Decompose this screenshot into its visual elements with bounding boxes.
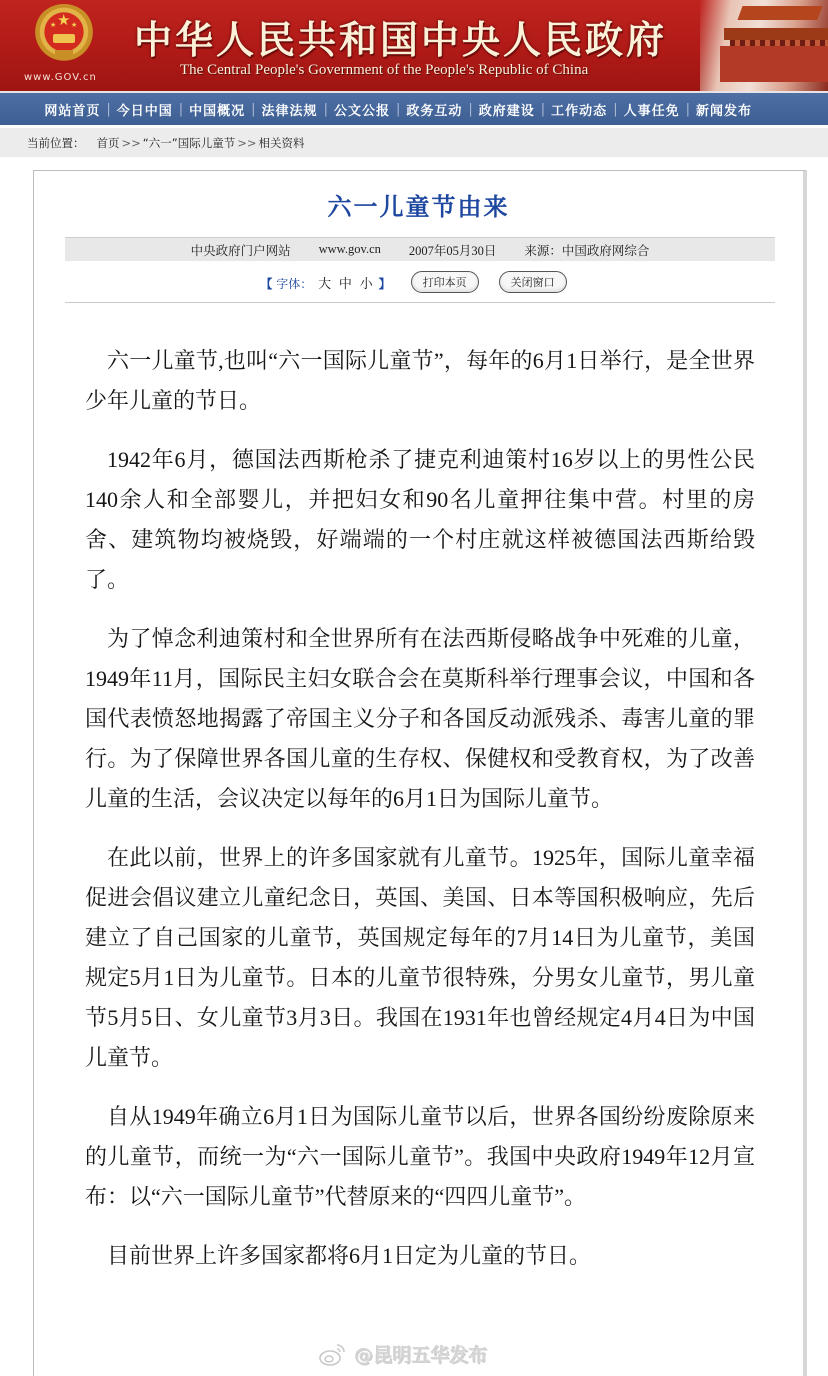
breadcrumb-home[interactable]: 首页 <box>96 135 120 150</box>
weibo-icon <box>318 1341 348 1367</box>
breadcrumb-separator: >> <box>121 135 141 150</box>
star-icon: ★ <box>57 11 71 29</box>
article-card <box>33 170 807 1376</box>
gate-shape <box>53 34 75 43</box>
divider <box>65 302 775 303</box>
breadcrumb-related[interactable]: 相关资料 <box>258 135 305 150</box>
national-emblem-icon[interactable] <box>33 4 95 66</box>
meta-site: 中央政府门户网站 <box>190 243 291 258</box>
weibo-watermark <box>318 1340 487 1367</box>
nav-item-today-china[interactable]: 今日中国 <box>116 103 173 119</box>
print-button[interactable]: 打印本页 <box>411 271 479 293</box>
breadcrumb-separator: >> <box>237 135 257 150</box>
font-size-large[interactable]: 大 <box>318 276 332 292</box>
nav-item-home[interactable]: 网站首页 <box>44 103 101 119</box>
font-size-medium[interactable]: 中 <box>338 276 352 292</box>
wall-shape <box>720 46 828 82</box>
nav-separator: | <box>685 101 690 117</box>
site-title-cn: 中华人民共和国中央人民政府 <box>134 18 668 62</box>
article-meta <box>65 237 775 261</box>
paragraph: 自从1949年确立6月1日为国际儿童节以后，世界各国纷纷废除原来的儿童节，而统一为“六一国际儿童节”。我国中央政府1949年12月宣布：以“六一国际儿童节”代替原来的“四四儿童节”。 <box>85 1104 756 1209</box>
nav-item-gazette[interactable]: 公文公报 <box>333 103 390 119</box>
nav-item-appointments[interactable]: 人事任免 <box>623 103 680 119</box>
bracket-close: 】 <box>378 276 391 291</box>
paragraph: 在此以前，世界上的许多国家就有儿童节。1925年，国际儿童幸福促进会倡议建立儿童纪念日，英国、美国、日本等国积极响应，先后建立了自己国家的儿童节，英国规定每年的7月14日为儿童节，美国规定5月1日为儿童节。日本的儿童节很特殊，分男女儿童节，男儿童节5月5日、女儿童节3月3日。我国在1931年也曾经规定4月4日为中国儿童节。 <box>85 845 755 1070</box>
nav-separator: | <box>323 101 328 117</box>
breadcrumb-label: 当前位置： <box>27 135 85 150</box>
roof-shape <box>724 28 828 40</box>
nav-separator: | <box>178 101 184 117</box>
nav-separator: | <box>395 101 401 117</box>
font-size-label: 字体： <box>276 276 313 291</box>
meta-date: 2007年05月30日 <box>408 243 497 258</box>
paragraph: 目前世界上许多国家都将6月1日定为儿童的节日。 <box>107 1243 592 1268</box>
tiananmen-image <box>700 0 828 91</box>
meta-source: 来源：中国政府网综合 <box>524 243 650 258</box>
article-tools <box>34 270 803 294</box>
nav-item-laws[interactable]: 法律法规 <box>261 103 318 119</box>
article-title: 六一儿童节由来 <box>327 193 510 221</box>
star-icon: ★ <box>71 21 78 29</box>
nav-separator: | <box>468 101 473 117</box>
watermark-text: @昆明五华发布 <box>354 1344 488 1366</box>
font-size-small[interactable]: 小 <box>359 276 373 292</box>
site-banner <box>0 0 828 91</box>
paragraph: 为了悼念利迪策村和全世界所有在法西斯侵略战争中死难的儿童，1949年11月，国际民主妇女联合会在莫斯科举行理事会议，中国和各国代表愤怒地揭露了帝国主义分子和各国反动派残杀、毒害儿童的罪行。为了保障世界各国儿童的生存权、保健权和受教育权，为了改善儿童的生活，会议决定以每年的6月1日为国际儿童节。 <box>85 626 755 811</box>
nav-separator: | <box>540 101 546 117</box>
nav-separator: | <box>106 101 111 117</box>
nav-item-interaction[interactable]: 政务互动 <box>406 103 463 119</box>
breadcrumb <box>0 128 828 157</box>
bracket-open: 【 <box>260 276 273 291</box>
roof-shape <box>737 6 822 20</box>
paragraph: 1942年6月，德国法西斯枪杀了捷克利迪策村16岁以上的男性公民140余人和全部婴儿，并把妇女和90名儿童押往集中营。村里的房舍、建筑物均被烧毁，好端端的一个村庄就这样被德国法西斯给毁了。 <box>85 447 755 592</box>
nav-item-press[interactable]: 新闻发布 <box>695 103 752 119</box>
breadcrumb-childrens-day[interactable]: “六一”国际儿童节 <box>142 135 236 150</box>
emblem-base-shape <box>55 50 73 60</box>
font-size-selector <box>260 273 390 292</box>
nav-item-china-overview[interactable]: 中国概况 <box>189 103 246 119</box>
close-window-button[interactable]: 关闭窗口 <box>499 271 567 293</box>
star-icon: ★ <box>50 21 57 29</box>
main-nav <box>0 91 828 125</box>
site-title-en: The Central People's Government of the People's Republic of China <box>180 62 589 78</box>
nav-item-gov-building[interactable]: 政府建设 <box>478 103 535 119</box>
meta-url: www.gov.cn <box>318 242 381 256</box>
article-body <box>85 341 755 1295</box>
nav-separator: | <box>613 101 618 117</box>
nav-item-work-news[interactable]: 工作动态 <box>551 103 608 119</box>
paragraph: 六一儿童节,也叫“六一国际儿童节”，每年的6月1日举行，是全世界少年儿童的节日。 <box>85 348 755 413</box>
site-url[interactable]: www.GOV.cn <box>24 72 97 83</box>
nav-separator: | <box>251 101 256 117</box>
